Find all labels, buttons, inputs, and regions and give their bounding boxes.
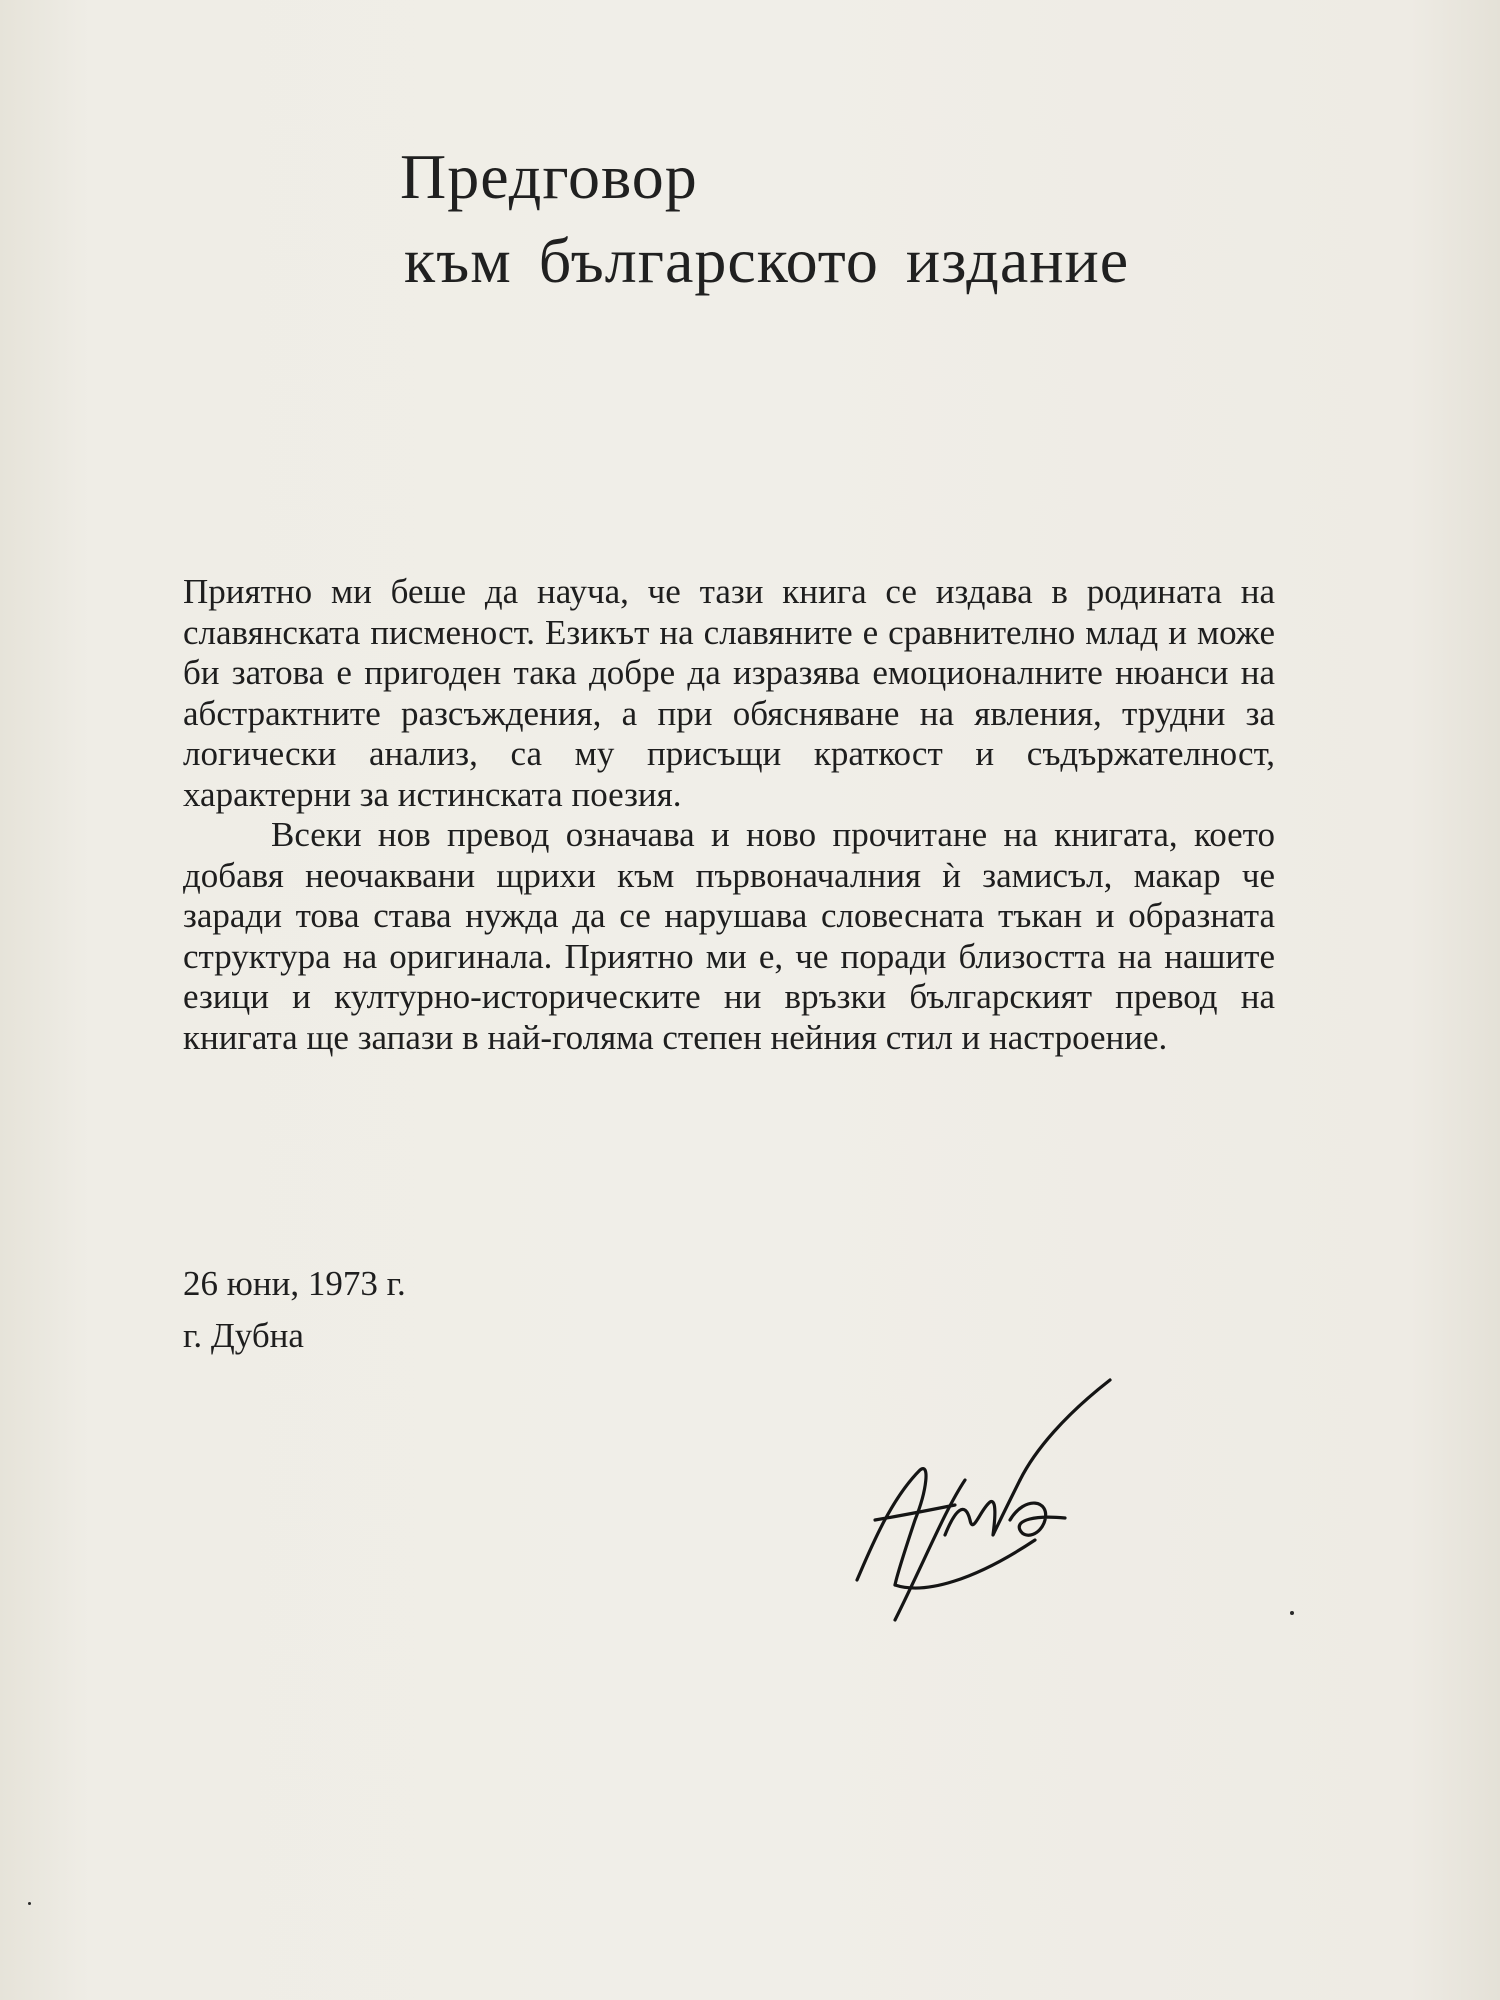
signature-stroke-7 (895, 1540, 1035, 1588)
signature-stroke-4 (945, 1480, 1020, 1535)
author-signature (835, 1370, 1175, 1630)
page-title (400, 135, 1129, 303)
signature-stroke-5 (1020, 1380, 1110, 1480)
title-line-1: Предговор (400, 141, 698, 212)
preface-body (183, 572, 1275, 1058)
ink-speck (28, 1902, 31, 1905)
place-text: г. Дубна (183, 1316, 304, 1355)
paragraph-2: Всеки нов превод означава и ново прочитане на книгата, което добавя неочаквани щрихи към първоначалния ѝ замисъл, макар че заради това става нужда да се нарушава словесната тъкан и образната структура на оригинала. Приятно ми е, че поради близостта на нашите езици и културно-историческите ни връзки българският превод на книгата ще запази в най-голяма степен нейния стил и настроение. (183, 815, 1275, 1057)
title-line-2: към българското издание (404, 225, 1130, 296)
signature-stroke-2 (857, 1469, 926, 1585)
dateline (183, 1258, 406, 1362)
date-text: 26 юни, 1973 г. (183, 1264, 406, 1303)
signature-stroke-6 (1010, 1503, 1065, 1535)
ink-speck (1290, 1611, 1294, 1615)
paragraph-1: Приятно ми беше да науча, че тази книга се издава в родината на славянската писменост. Езикът на славяните е сравнително млад и може би затова е пригоден така добре да изразява емоционалните нюанси на абстрактните разсъждения, а при обясняване на явления, трудни за логически анализ, са му присъщи краткост и съдържателност, характерни за истинската поезия. (183, 572, 1275, 814)
